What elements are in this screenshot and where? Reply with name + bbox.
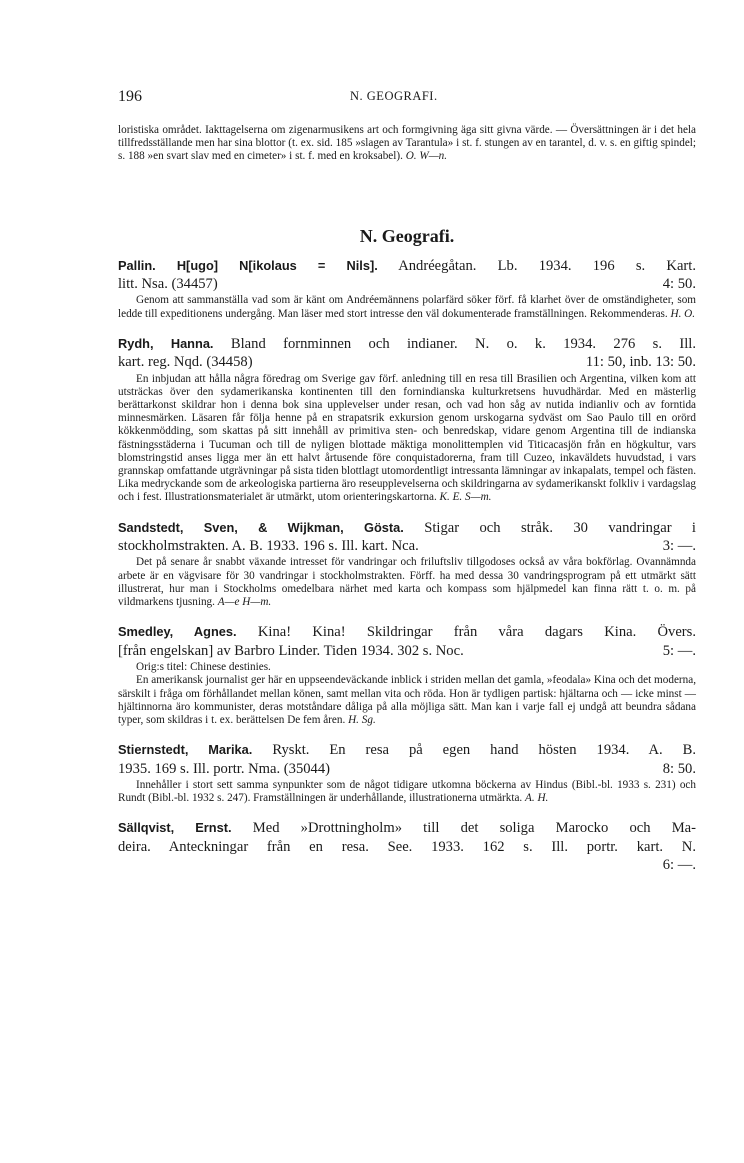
intro-paragraph <box>118 124 696 164</box>
entry-price: 5: —. <box>662 642 696 659</box>
entry-imprint <box>118 642 696 660</box>
entry-imprint-text: litt. Nsa. (34457) <box>118 276 218 293</box>
entry-heading <box>118 335 696 353</box>
entry-pallin <box>118 257 696 321</box>
entry-review <box>118 294 696 320</box>
entry-title: Stigar och stråk. 30 vandringar i <box>424 519 696 536</box>
entry-review-text: En amerikansk journalist ger här en uppseendeväckande inblick i striden mellan det gamla, »feodala» Kina och det moderna, särskilt i fråga om förhållandet mellan könen, samt mellan vita och röda. Hon är tydligen partisk: hjältarna och — icke minst — hjältinnorna äro kommunister, deras motståndare dåliga på alla möjliga sätt. Man kan i varje fall ej undgå att beundra sådana typer, som skildras i t. ex. berättelsen De fem åren. <box>118 674 696 726</box>
entry-price: 3: —. <box>662 538 696 555</box>
entry-review-text: Innehåller i stort sett samma synpunkter som de något tidigare utkomna böckerna av Hindus (Bibl.-bl. 1933 s. 231) och Rundt (Bibl.-bl. 1932 s. 247). Framställningen är underhållande, illustrationerna utmärkta. <box>118 778 696 805</box>
entry-imprint-text: stockholmstrakten. A. B. 1933. 196 s. Ill. kart. Nca. <box>118 538 419 555</box>
entry-author: Rydh, Hanna. <box>118 335 214 351</box>
entry-author: Smedley, Agnes. <box>118 624 237 640</box>
entry-heading <box>118 819 696 837</box>
entry-signature: H. O. <box>670 307 696 320</box>
entry-signature: A—e H—m. <box>217 596 272 609</box>
entry-review-text: Genom att sammanställa vad som är känt om Andréemännens polarfärd söker förf. få klarhet över de omständigheter, som ledde till expeditionens undergång. Man läser med stort intresse den väl dokumenterade framställningen. Rekommenderas. <box>118 294 696 320</box>
entry-imprint <box>118 537 696 555</box>
entry-imprint-text: kart. reg. Nqd. (34458) <box>118 354 253 371</box>
entry-signature: H. Sg. <box>348 713 376 726</box>
entry-imprint <box>118 838 696 875</box>
entry-sallqvist <box>118 819 696 874</box>
entry-smedley <box>118 623 696 727</box>
entry-original-title: Orig:s titel: Chinese destinies. <box>136 661 271 674</box>
entry-price: 4: 50. <box>662 276 696 293</box>
entry-author: Pallin. H[ugo] N[ikolaus = Nils]. <box>118 257 378 273</box>
entry-heading <box>118 623 696 641</box>
entry-review <box>118 373 696 505</box>
entry-imprint-text: [från engelskan] av Barbro Linder. Tiden 1934. 302 s. Noc. <box>118 642 464 659</box>
entry-signature: A. H. <box>525 792 549 805</box>
entry-imprint <box>118 275 696 293</box>
entry-author: Stiernstedt, Marika. <box>118 742 253 758</box>
running-head <box>118 88 696 108</box>
document-page <box>118 88 696 875</box>
entry-imprint <box>118 760 696 778</box>
entry-review <box>118 661 696 727</box>
entry-imprint-text: 1935. 169 s. Ill. portr. Nma. (35044) <box>118 760 330 777</box>
entry-review-text: En inbjudan att hålla några föredrag om Sverige gav förf. anledning till en resa till Brasilien och Argentina, vilken kom att utsträckas över den sydamerikanska kontinenten till den fornindianska kulturkretsens huvudhärdar. Med en mästerlig berättarkonst skildrar hon i denna bok sina upplevelser under resan, och vad hon såg av nutida indianliv och av forntida minnesmärken. Läsaren får följa henne på en strapatsrik exkursion genom urskogarna sydväst om Sao Paulo till en orörd kökkenmödding, som skattas på sitt innehåll av primitiva sten- och benredskap, vidare genom Argentina till de indianska fästningsstäderna i Tucuman och till de nyligen blottade mäktiga monolittemplen vid Titicacasjön från en högkultur, vars blomstringstid anses ligga mer än ett halvt årtusende före conquistadorerna, fram till Cuzeo, inkaväldets huvudstad, i vars grannskap omfattande utgrävningar på sista tiden blottlagt utomordentligt intressanta lämningar av inkapalats, tempel och fästen. Lika medryckande som de arkeologiska partierna äro reseupplevelserna och skildringarna av sydamerikanskt folkliv i vardagslag och i fest. Illustrationsmaterialet är utmärkt, utom orienteringskartorna. <box>118 372 696 504</box>
entry-sandstedt <box>118 519 696 610</box>
entry-title: Kina! Kina! Skildringar från våra dagars Kina. Övers. <box>257 624 696 641</box>
entry-imprint <box>118 353 696 371</box>
entry-author: Sällqvist, Ernst. <box>118 820 232 836</box>
entry-title: Med »Drottningholm» till det soliga Marocko och Ma- <box>252 820 697 837</box>
entry-heading <box>118 519 696 537</box>
entry-stiernstedt <box>118 741 696 805</box>
entry-imprint-text: deira. Anteckningar från en resa. See. 1933. 162 s. Ill. portr. kart. N. <box>118 838 696 855</box>
entry-heading <box>118 741 696 759</box>
page-number: 196 <box>118 88 142 105</box>
section-title: N. Geografi. <box>359 225 455 246</box>
entry-price: 8: 50. <box>662 760 696 777</box>
intro-signature: O. W—n. <box>405 150 448 163</box>
intro-text: loristiska området. Iakttagelserna om zigenarmusikens art och formgivning äga sitt givna värde. — Översättningen är i det hela tillfredsställande men har sina blottor (t. ex. sid. 185 »slagen av Tarantula» i st. f. stungen av en tarantel, d. v. s. en giftig spindel; s. 188 »en svart slav med en cimeter» i st. f. med en kroksabel). <box>118 124 696 163</box>
entry-signature: K. E. S—m. <box>439 491 492 504</box>
entry-price: 11: 50, inb. 13: 50. <box>585 354 696 371</box>
entry-price: 6: —. <box>662 857 696 874</box>
entry-rydh <box>118 335 696 505</box>
entry-review <box>118 556 696 609</box>
entry-title: Bland fornminnen och indianer. N. o. k. 1934. 276 s. Ill. <box>230 335 696 352</box>
running-title: N. GEOGRAFI. <box>350 89 438 103</box>
entry-author: Sandstedt, Sven, & Wijkman, Gösta. <box>118 519 404 535</box>
entry-title: Andréegåtan. Lb. 1934. 196 s. Kart. <box>398 257 696 274</box>
entry-heading <box>118 257 696 275</box>
entry-title: Ryskt. En resa på egen hand hösten 1934. A. B. <box>272 742 697 759</box>
entry-review-text: Det på senare år snabbt växande intresset för vandringar och friluftsliv tillgodoses också av våra bokförlag. Ovannämnda arbete är en vägvisare för 30 vandringar i stockholmstrakten. Förff. ha med dessa 30 vandringsprogram på ett utmärkt sätt illustrerat, hur man i Stockholms omedelbara närhet med karta och kompass som hjälpmedel kan finna rätt t. o. m. på vildmarkens tjusning. <box>118 556 696 609</box>
entry-review <box>118 779 696 805</box>
